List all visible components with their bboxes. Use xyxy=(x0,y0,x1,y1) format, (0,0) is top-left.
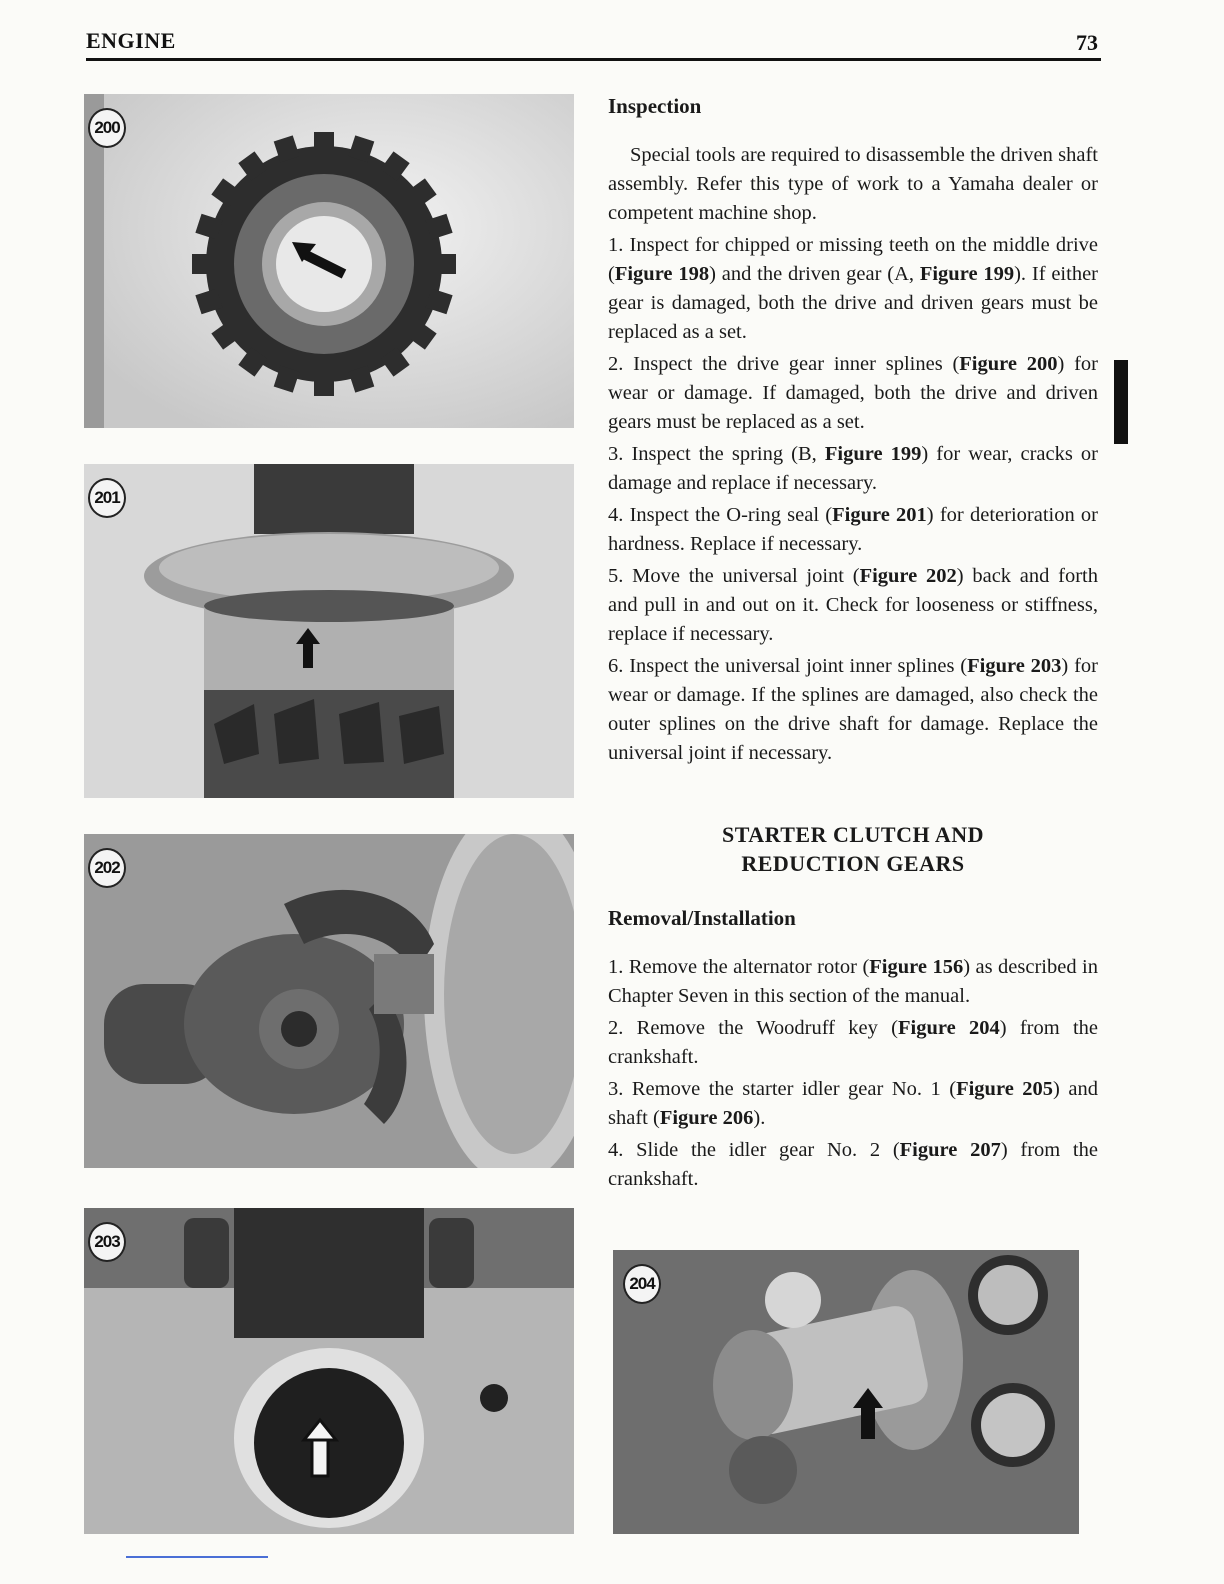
item-text: 4. Inspect the O-ring seal ( xyxy=(608,504,833,526)
figure-number-badge: 204 xyxy=(623,1264,661,1304)
item-text: 2. Inspect the drive gear inner splines ( xyxy=(608,353,960,375)
item-text: ). xyxy=(753,1107,766,1129)
figure-204-photo xyxy=(613,1250,1079,1534)
item-text: 3. Inspect the spring (B, xyxy=(608,443,825,465)
item-text: ) back and forth and pull in and out on it. Check for looseness or stiffness, replace if necessary. xyxy=(608,565,1098,645)
inspection-intro: Special tools are required to disassemble the driven shaft assembly. Refer this type of work to a Yamaha dealer or competent machine shop. xyxy=(608,144,1098,224)
heading-line: STARTER CLUTCH AND xyxy=(721,822,985,847)
item-text: 1. Inspect for chipped or missing teeth on the middle drive ( xyxy=(608,234,1098,285)
drive-gear-photo-icon xyxy=(84,94,574,428)
item-text: ) for wear or damage. If damaged, both the drive and driven gears must be replaced as a set. xyxy=(608,353,1098,433)
figure-reference: Figure 205 xyxy=(956,1078,1054,1100)
figure-reference: Figure 207 xyxy=(899,1139,1001,1161)
figure-number-badge: 202 xyxy=(88,848,126,888)
o-ring-seal-photo-icon xyxy=(84,464,574,798)
removal-installation-heading: Removal/Installation xyxy=(608,906,796,930)
figure-reference: Figure 200 xyxy=(959,353,1058,375)
universal-joint-splines-photo-icon xyxy=(84,1208,574,1534)
item-text: ) from the crankshaft. xyxy=(608,1017,1099,1068)
woodruff-key-photo-icon xyxy=(613,1250,1079,1534)
figure-number-badge: 203 xyxy=(88,1222,126,1262)
inspection-item-1 xyxy=(608,231,1098,347)
removal-item-1 xyxy=(608,953,1098,1011)
footer-link-underline xyxy=(126,1556,268,1558)
universal-joint-photo-icon xyxy=(84,834,574,1168)
figure-reference: Figure 202 xyxy=(859,565,957,587)
page-number: 73 xyxy=(1076,30,1098,55)
removal-item-2 xyxy=(608,1014,1098,1072)
figure-reference: Figure 204 xyxy=(898,1017,1000,1039)
removal-item-3 xyxy=(608,1075,1098,1133)
running-header-title: ENGINE xyxy=(86,28,176,53)
figure-number-badge: 200 xyxy=(88,108,126,148)
inspection-item-4 xyxy=(608,501,1098,559)
item-text: ) for wear, cracks or damage and replace if necessary. xyxy=(608,443,1098,494)
item-text: ) and shaft ( xyxy=(608,1078,1098,1129)
item-text: 1. Remove the alternator rotor ( xyxy=(608,956,870,978)
item-text: ) for deterioration or hardness. Replace if necessary. xyxy=(608,504,1099,555)
figure-203-photo xyxy=(84,1208,574,1534)
item-text: 3. Remove the starter idler gear No. 1 ( xyxy=(608,1078,957,1100)
heading-line: REDUCTION GEARS xyxy=(741,851,965,876)
figure-201-photo xyxy=(84,464,574,798)
item-text: ) as described in Chapter Seven in this section of the manual. xyxy=(608,956,1098,1007)
item-text: 4. Slide the idler gear No. 2 ( xyxy=(608,1139,900,1161)
starter-clutch-heading xyxy=(608,820,1098,878)
figure-202-photo xyxy=(84,834,574,1168)
inspection-item-2 xyxy=(608,350,1098,437)
item-text: ) for wear or damage. If the splines are damaged, also check the outer splines on the drive shaft for damage. Replace the universal joint if necessary. xyxy=(608,655,1098,764)
figure-reference: Figure 201 xyxy=(832,504,927,526)
inspection-heading: Inspection xyxy=(608,94,702,118)
chapter-thumb-tab xyxy=(1114,360,1128,444)
figure-200-photo xyxy=(84,94,574,428)
item-text: 2. Remove the Woodruff key ( xyxy=(608,1017,898,1039)
item-text: ) and the driven gear (A, xyxy=(709,263,920,285)
figure-reference: Figure 199 xyxy=(824,443,922,465)
inspection-item-5 xyxy=(608,562,1098,649)
figure-reference: Figure 156 xyxy=(869,956,964,978)
text-column xyxy=(608,92,1098,1197)
figure-reference: Figure 206 xyxy=(659,1107,754,1129)
item-text: ). If either gear is damaged, both the drive and driven gears must be replaced as a set. xyxy=(608,263,1099,343)
figure-number-badge: 201 xyxy=(88,478,126,518)
item-text: 5. Move the universal joint ( xyxy=(608,565,860,587)
figure-reference: Figure 198 xyxy=(614,263,710,285)
figure-reference: Figure 203 xyxy=(967,655,1062,677)
inspection-item-3 xyxy=(608,440,1098,498)
figure-reference: Figure 199 xyxy=(919,263,1015,285)
inspection-item-6 xyxy=(608,652,1098,768)
removal-item-4 xyxy=(608,1136,1098,1194)
item-text: ) from the crankshaft. xyxy=(608,1139,1098,1190)
header-rule xyxy=(86,58,1101,61)
item-text: 6. Inspect the universal joint inner splines ( xyxy=(608,655,968,677)
